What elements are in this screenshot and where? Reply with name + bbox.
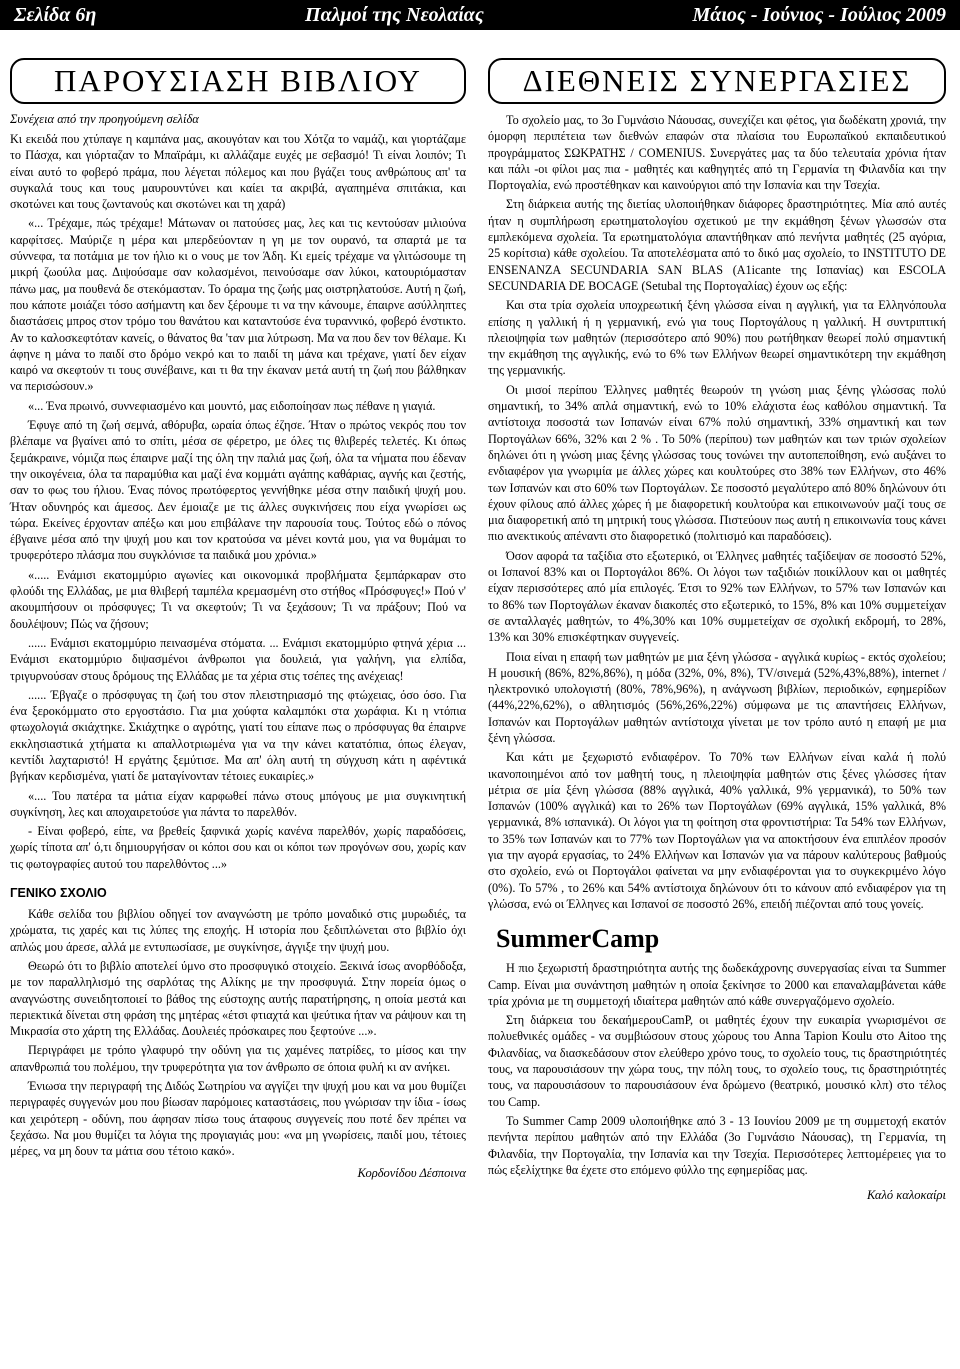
article-paragraph: Στη διάρκεια αυτής της διετίας υλοποιήθηκαν διάφορες δραστηριότητες. Μία από αυτές ήταν η συμπλήρωση ερωτηματολογίου σχετικού με την εκμάθηση ξένων γλωσσών στα εμπλεκόμενα σχολεία. Τα ερωτηματολόγια απαντήθηκαν από πενήντα μαθητές (25 αγόρια, 25 κορίτσια) κάθε σχολείου. Τα αποτελέσματα από το δικό μας σχολείο, το INSTITUTO DE ENSENANZA SECUNDARIA SAN BLAS (A1icante της Ισπανίας) και ESCOLA SECUNDARIA DE BOCAGE (Setubal της Πορτογαλίας) έχουν ως εξής: xyxy=(488,197,946,293)
continued-note: Συνέχεια από την προηγούμενη σελίδα xyxy=(10,112,199,126)
article-paragraph: ...... Ενάμισι εκατομμύριο πεινασμένα στόματα. ... Ενάμισι εκατομμύριο φτηνά χέρια ... Ενάμισι εκατομμύριο διψασμένοι άνθρωποι για δουλειά, για γαλήνη, για ελπίδα, τριγυρνούσαν στους δρόμους της Ελλάδας με τα χέρια στις τσέπες της ανέχειας! xyxy=(10,635,466,683)
article-author: Κορδονίδου Δέσποινα xyxy=(357,1165,466,1180)
comment-paragraph: Κάθε σελίδα του βιβλίου οδηγεί τον αναγνώστη με τρόπο μοναδικό στις μυρωδιές, τα χρώματα, τις χαρές και τις λύπες της εποχής. Η ιστορία που ξεδιπλώνεται στο βιβλίο όχι απλώς μου άρεσε, αλλά με εντυπωσίασε, με συγκίνησε, άγγιξε την ψυχή μου. xyxy=(10,907,466,954)
general-comment-heading: ΓΕΝΙΚΟ ΣΧΟΛΙΟ xyxy=(10,886,107,901)
article-paragraph: Έφυγε από τη ζωή σεμνά, αθόρυβα, ωραία όπως έζησε. Ήταν ο πρώτος νεκρός που τον βλέπαμε να βγαίνει από το σπίτι, μέσα σε φέρετρο, με όλες τις θλιβερές τελετές. Κι όπως ξεμάκραινε, νόμιζα πως έπαιρνε μαζί της όλη την παλιά μας ζωή, όλα τα νήματα που έδεναν την οικογένεια, όλα τα παραμύθια και μαζί ένα κομμάτι αγάπης καθάριας, αγνής και ζεστής, σαν το φως του ήλιου. Ένας πόνος πρωτόφερτος γεννήθηκε μέσα στην παιδική ψυχή μου. Ήταν οδυνηρός και άμεσος. Δεν έμοιαζε με τις άλλες συγκινήσεις που είχα γνωρίσει ως τώρα. Εκείνες έρχονταν απέξω και μου επιβάλανε την παρουσία τους. Τούτος εδώ ο πόνος έβγαινε μέσα από την ψυχή μου και τον κρατούσα να μένει κοντά μου, για να θυμάμαι το τρυφερότερο πλάσμα που συγκλόνισε τα παιδικά μου χρόνια.» xyxy=(10,418,466,563)
article-paragraph: «.... Του πατέρα τα μάτια είχαν καρφωθεί πάνω στους μπόγους με μια συγκινητική συγκίνηση, λες και αποχαιρετούσε για πάντα το παρελθόν. xyxy=(10,788,466,819)
summercamp-paragraph: Το Summer Camp 2009 υλοποιήθηκε από 3 - 13 Ιουνίου 2009 με τη συμμετοχή εκατόν πενήντα περίπου μαθητών από την Ελλάδα (3ο Γυμνάσιο Νάουσας), τη Γερμανία, τη Φιλανδία, την Πορτογαλία, την Ισπανία και την Τσεχία. Περισσότερες λεπτομέρειες για το πώς εξελίχτηκε θα έχετε στο επόμενο φύλλο της εφημερίδας μας. xyxy=(488,1113,946,1177)
article-paragraph: Το σχολείο μας, το 3ο Γυμνάσιο Νάουσας, συνεχίζει και φέτος, για δωδέκατη χρονιά, την όμορφη περιπέτεια των διεθνών επαφών στα πλαίσια του Ευρωπαϊκού εκπαιδευτικού προγράμματος ΣΩΚΡΑΤΗΣ / COMENIUS. Συνεργάτες μας τα δύο τελευταία χρόνια ήταν και πάλι -οι φίλοι μας πια - μαθητές και καθηγητές από τη Γερμανία τη Φιλανδία και την Πορτογαλία, ενώ προστέθηκαν και καινούργιοι από την Ισπανία και την Τσεχία. xyxy=(488,113,946,193)
article-paragraph: Οι μισοί περίπου Έλληνες μαθητές θεωρούν τη γνώση μιας ξένης γλώσσας πολύ σημαντική, το 34% απλά σημαντική, ενώ το 10% ελάχιστα έως καθόλου σημαντική. Τα αντίστοιχα ποσοστά των Ισπανών είναι 67% πολύ σημαντική, 33% σημαντική και των Πορτογάλων 66%, 32% και 2 % . Το 50% (περίπου) των μαθητών και των τριών σχολείων δηλώνει ότι η γνώση μιας ξένης γλώσσας τους τονώνει την αυτοπεποίθηση, ενώ αυξάνει το ενδιαφέρον για γνωριμία με άλλες χώρες και κουλτούρες στο 38% των Ελλήνων, στο 46% των Ισπανών και στο 60% των Πορτογάλων. Σε ποσοστό μεγαλύτερο από 80% δηλώνουν ότι έχουν φίλους από άλλες χώρες ή με διαφορετική κουλτούρα και επικοινωνούν μαζί τους σε μια διαφορετική από τη μητρική τους γλώσσα. Πιστεύουν πως αυτή η επικοινωνία τους κάνει πιο ανεκτικούς απέναντι στο διαφορετικό (πολιτισμό και παραδόσεις). xyxy=(488,382,946,544)
summercamp-heading: SummerCamp xyxy=(496,924,660,954)
summercamp-paragraph: Στη διάρκεια του δεκαήμερουCamP, οι μαθητές έχουν την ευκαιρία γνωρισμένοι σε πολυεθνικές ομάδες - να συμβιώσουν στους χώρους του Anna Tapion Koulu στο Aitoo της Φιλανδίας, να διασκεδάσουν στον ελεύθερο χρόνο τους, το σχολείο τους, τις δραστηριότητές τους, να παρουσιάσουν την χώρα τους, την πόλη τους, το σχολείο τους, τις δραστηριότητές τους, να παρουσιάσουν το παρουσιάσουν ένα δρώμενο (θεατρικό, μουσικό κλπ) στο τέλος του Camp. xyxy=(488,1013,946,1109)
article-paragraph: - Είναι φοβερό, είπε, να βρεθείς ξαφνικά χωρίς κανένα παρελθόν, χωρίς παραδόσεις, χωρίς τίποτα απ' ό,τι δημιουργήσαν οι κόποι σου και οι κόποι των προγόνων σου, χωρίς καν τις φωτογραφίες αυτού του παρελθόντος ...» xyxy=(10,824,466,871)
closing-greeting: Καλό καλοκαίρι xyxy=(866,1188,946,1203)
international-cooperation-column xyxy=(488,58,946,1203)
article-paragraph: Ποια είναι η επαφή των μαθητών με μια ξένη γλώσσα - αγγλικά κυρίως - εκτός σχολείου; Η μουσική (86%, 82%,86%), η μόδα (32%, 0%, 8%), TV/σινεμά (52%,43%,88%), internet / ηλεκτρονικό υπολογιστή (80%, 78%,96%), η ανάγνωση βιβλίων, περιοδικών, εφημερίδων (44%,22%,62%), ο αθλητισμός (56%,26%,22%) σύμφωνα με τις απαντήσεις Ελλήνων, Ισπανών και Πορτογάλων μαθητών αντίστοιχα γίνεται με τον τρόπο αυτό η επαφή με μια ξένη γλώσσα. xyxy=(488,649,946,745)
publication-name: Παλμοί της Νεολαίας xyxy=(305,3,484,26)
article-paragraph: «... Ένα πρωινό, συννεφιασμένο και μουντό, μας ειδοποίησαν πως πέθανε η γιαγιά. xyxy=(28,398,436,413)
article-paragraph: Κι εκειδά που χτύπαγε η καμπάνα μας, ακουγόταν και του Χότζα το ναμάζι, και γιορτάζαμε το Πάσχα, και γιόρταζαν το Μπαϊράμι, κι αλλάζαμε ευχές με σεβασμό! Τι είναι λοιπόν; Τι είναι αυτό το φοβερό πράμα, που λέγεται πόλεμος και που βγάζει τους ανθρώπους απ' τα συγκαλά τους και τους μαυρουντύνει και καίει τα ακριβά, αγαπημένα σπιτάκια, και σκοτώνει και τους ζωντανούς και σκοτώνει και τη χαρά) xyxy=(10,132,466,212)
article-paragraph: «..... Ενάμισι εκατομμύριο αγωνίες και οικονομικά προβλήματα ξεμπάρκαραν στο φλούδι της Ελλάδας, με μια θλιβερή ταμπέλα κρεμασμένη στο στήθος «Πρόσφυγες!» Πού ν' ακουμπήσουν οι πρόσφυγες; Τι να σκεφτούν; Τι να ξεχάσουν; Τι να πράξουν; Πού να δουλέψουν; Πώς να ζήσουν; xyxy=(10,567,466,631)
issue-date: Μάιος - Ιούνιος - Ιούλιος 2009 xyxy=(692,3,946,26)
article-paragraph: «... Τρέχαμε, πώς τρέχαμε! Μάτωναν οι πατούσες μας, λες και τις κεντούσαν μιλιούνα καρφίτσες. Μαύριζε η μέρα και μπερδεύονταν η γη με τον ουρανό, τα σπαρτά με τα σύννεφα, τα ποτάμια με τον ήλιο κι ο νους με τον Άδη. Κι εμείς τρέχαμε να γλιτώσουμε τη μικρή ζωούλα μας. Διψούσαμε σαν κολασμένοι, πεινούσαμε σαν λύκοι, κατουριόμασταν πάνω μας, μα πουθενά δε στεκόμασταν. Το όραμα της ζωής μας οιστρηλατούσε. Αυτή η ζωή, που κάποτε μοιάζει τόσο ασήμαντη και δεν ξέρουμε τι να την κάνουμε, έπαιρνε ασύλληπτες διαστάσεις μπρος στον τρόμο του θανάτου και καταντούσε ένα τυραννικό, φοβερό ένστικτο. Αν το καλοσκεφτόταν κανείς, ο θάνατος θα 'ταν μια λύτρωση. Μα να που δεν τον θέλαμε. Κι άφηνε η μάνα το παιδί στο δρόμο νεκρό και το παιδί τη μάνα και τρέχανε, γιατί δεν είχαν καιρό να σκεφτούν τι τους συνέβαινε, και τι θα την έκαναν μετά αυτή τη ζωή που βάλθηκαν να περισώσουν.» xyxy=(10,216,466,394)
article-paragraph: Όσον αφορά τα ταξίδια στο εξωτερικό, οι Έλληνες μαθητές ταξίδεψαν σε ποσοστό 52%, οι Ισπανοί 83% και οι Πορτογάλοι 86%. Οι λόγοι των ταξιδιών ποικίλλουν και οι μαθητές είχαν περισσότερες από μία επιλογές. Έτσι το 92% των Ελλήνων, το 57% των Ισπανών και το 86% των Πορτογάλων έκαναν διακοπές στο εξωτερικό, το 15%, 8% και 10% συμμετείχαν σε ανταλλαγές μαθητών, το 4%,30% και 10% συμμετείχαν σε σχολική εκδρομή, το 28%, 13% και 30% επισκέφτηκαν συγγενείς. xyxy=(488,548,946,645)
comment-paragraph: Περιγράφει με τρόπο γλαφυρό την οδύνη για τις χαμένες πατρίδες, το μίσος και την απανθρωπιά του πολέμου, την τρυφερότητα για τον άνθρωπο σε όποια φυλή κι αν ανήκει. xyxy=(10,1043,466,1074)
comment-paragraph: Ένιωσα την περιγραφή της Διδώς Σωτηρίου να αγγίζει την ψυχή μου και να μου θυμίζει περιγραφές συγγενών μου που βίωσαν παρόμοιες καταστάσεις, που γνώρισαν την ίδια - ίσως και χειρότερη - οδύνη, που άφησαν πίσω τους άταφους συγγενείς που ποτέ δεν πρέπει να ξεχάσω. Να μου θυμίζει τα λόγια της προγιαγιάς μου: «να μη γνωρίσεις, παιδί μου, τέτοιες μέρες, να μη δουν τα μάτια σου τέτοιο κακό». xyxy=(10,1079,466,1159)
page-header xyxy=(0,0,960,30)
summercamp-paragraph: Η πιο ξεχωριστή δραστηριότητα αυτής της δωδεκάχρονης συνεργασίας είναι τα Summer Camp. Είναι μια συνάντηση μαθητών η οποία ξεκίνησε το 2000 και επαναλαμβάνεται κάθε τρία χρόνια με τη συμμετοχή ιδιαίτερα μαθητών από κάθε συνεργαζόμενο σχολείο. xyxy=(488,961,946,1008)
section-title-book: ΠΑΡΟΥΣΙΑΣΗ ΒΙΒΛΙΟΥ xyxy=(10,58,466,104)
section-title-cooperation: ΔΙΕΘΝΕΙΣ ΣΥΝΕΡΓΑΣΙΕΣ xyxy=(488,58,946,104)
comment-paragraph: Θεωρώ ότι το βιβλίο αποτελεί ύμνο στο προσφυγικό στοιχείο. Ξεκινά ίσως ανορθόδοξα, με τον παραλληλισμό της σαρλότας της Αλίκης με την προσφυγιά. Στην πορεία όμως ο αναγνώστης συνειδητοποιεί το βάθος της εύστοχης αυτής παρατήρησης, η οποία μεστά και περιεκτικά δίνεται στη φράση της μητέρας «έτσι φτιαχτά και ψεύτικα ήταν να ράψουν και τη Μικρασία στο χάρτη της Ελλάδας. Δουλειές πρόσκαιρες που ξεφτούνε ...». xyxy=(10,958,466,1039)
article-paragraph: Και στα τρία σχολεία υποχρεωτική ξένη γλώσσα είναι η αγγλική, για τα Ελληνόπουλα επίσης η γαλλική ή η γερμανική, ενώ για τους Πορτογάλους η γαλλική. Η συντριπτική πλειοψηφία των μαθητών (περισσότερο από 90%) που ρωτήθηκαν θεωρεί πολύ σημαντική την εκμάθηση της αγγλικής, ενώ το 6% των Ελλήνων θεωρεί σημαντικότερη την εκμάθηση της γερμανικής. xyxy=(488,298,946,378)
article-paragraph: ...... Έβγαζε ο πρόσφυγας τη ζωή του στον πλειστηριασμό της φτώχειας, όσο όσο. Για ένα ξεροκόμματο στο εργοστάσιο. Για μια χούφτα καλαμπόκι στα χωράφια. Κι η ντόπια φτωχολογιά σκιάχτηκε. Σκιάχτηκε ο αγρότης, γιατί του είπανε πως ο πρόσφυγας θα έπαιρνε εκκλησιαστικά χτήματα κι απαλλοτριωμένα για να την κάνει κατατόπια, όπως έλεγαν, κεντίδι λαχταριστό! Η εργάτης ξεμύτισε. Μα απ' όλη αυτή τη σύγχυση κάτι η αφέντικά βγήκαν κερδισμένα, γιατί δε ματαγίνονταν τέτοιες ευκαιρίες.» xyxy=(10,687,466,784)
page-number: Σελίδα 6η xyxy=(14,3,97,26)
article-paragraph: Και κάτι με ξεχωριστό ενδιαφέρον. Το 70% των Ελλήνων είναι καλά ή πολύ ικανοποιημένοι από τον μαθητή τους, η πλειοψηφία μαθητών στις ξένες γλώσσες ήταν μέτρια σε μία ξένη γλώσσα (88% αγγλικά, 40% γαλλικά, 9% γερμανικά), το 50% των Ισπανών (100% αγγλικά) και το 26% των Πορτογάλων (69% αγγλικά, 15% γαλλικά, 8% γερμανικά, 8% ισπανικά). Οι λόγοι για τη φοίτηση στα φροντιστήρια: Τα 54% των Ελλήνων, το 35% των Ισπανών και το 77% των Πορτογάλων για να αποκτήσουν ένα επιπλέον προσόν για την αγορά εργασίας, το 24% Ελλήνων και Ισπανών για να πάρουν καλύτερους βαθμούς στο σχολείο, ενώ οι Πορτογάλοι φαίνεται να μην ενδιαφέρονται για το συγκεκριμένο λόγο (0%). Το 57% , το 26% και 54% αντίστοιχα δηλώνουν ότι το κάνουν από ενδιαφέρον για τη γλώσσα, ενώ οι Έλληνες και Ισπανοί σε ποσοστό 26%, επειδή πιέζονται από τους γονείς. xyxy=(488,750,946,911)
book-presentation-column xyxy=(10,58,466,1181)
